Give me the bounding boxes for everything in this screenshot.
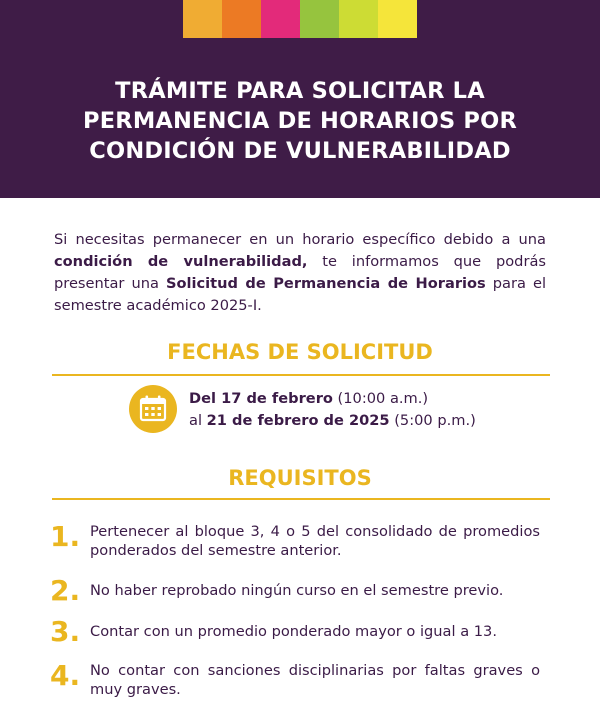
stripe-orange bbox=[222, 0, 261, 38]
intro-bold-1: condición de vulnerabilidad, bbox=[54, 253, 308, 270]
intro-text-3: para el semestre académico 2025-I. bbox=[54, 275, 546, 314]
fechas-title: FECHAS DE SOLICITUD bbox=[167, 340, 433, 364]
intro-text-1: Si necesitas permanecer en un horario específico debido a una bbox=[54, 231, 546, 248]
requirement-text: Contar con un promedio ponderado mayor o igual a 13. bbox=[90, 623, 497, 640]
intro-text-2: te informamos que podrás presentar una bbox=[54, 253, 546, 292]
stripe-green bbox=[300, 0, 339, 38]
date-start: Del 17 de febrero bbox=[189, 390, 333, 407]
requirement-number: 1. bbox=[50, 520, 81, 553]
calendar-icon bbox=[129, 385, 177, 433]
time-start: (10:00 a.m.) bbox=[332, 390, 429, 407]
intro-paragraph bbox=[54, 229, 546, 317]
stripe-orange-light bbox=[183, 0, 222, 38]
requirement-text: Pertenecer al bloque 3, 4 o 5 del consolidado de promedios ponderados del semestre anterior. bbox=[90, 523, 540, 559]
title-line-2: PERMANENCIA DE HORARIOS POR bbox=[83, 108, 517, 134]
title-line-3: CONDICIÓN DE VULNERABILIDAD bbox=[89, 138, 511, 164]
page-title bbox=[30, 76, 570, 166]
stripe-yellow bbox=[378, 0, 417, 38]
requirement-text: No haber reprobado ningún curso en el semestre previo. bbox=[90, 582, 504, 599]
requirement-number: 3. bbox=[50, 615, 81, 648]
requisitos-title: REQUISITOS bbox=[228, 466, 372, 490]
time-end: (5:00 p.m.) bbox=[389, 412, 476, 429]
requisitos-divider bbox=[52, 498, 550, 500]
requirement-number: 2. bbox=[50, 574, 81, 607]
date-end-prefix: al bbox=[189, 412, 207, 429]
date-range bbox=[189, 388, 519, 432]
stripe-pink bbox=[261, 0, 300, 38]
date-end-line bbox=[189, 410, 519, 432]
requirement-text: No contar con sanciones disciplinarias por faltas graves o muy graves. bbox=[90, 662, 540, 698]
date-start-line bbox=[189, 388, 519, 410]
date-end: 21 de febrero de 2025 bbox=[206, 412, 390, 429]
title-line-1: TRÁMITE PARA SOLICITAR LA bbox=[115, 78, 485, 104]
requirement-number: 4. bbox=[50, 659, 81, 692]
stripe-lime bbox=[339, 0, 378, 38]
intro-bold-2: Solicitud de Permanencia de Horarios bbox=[165, 275, 486, 292]
header-banner bbox=[0, 0, 600, 198]
color-stripes bbox=[183, 0, 417, 38]
fechas-divider bbox=[52, 374, 550, 376]
